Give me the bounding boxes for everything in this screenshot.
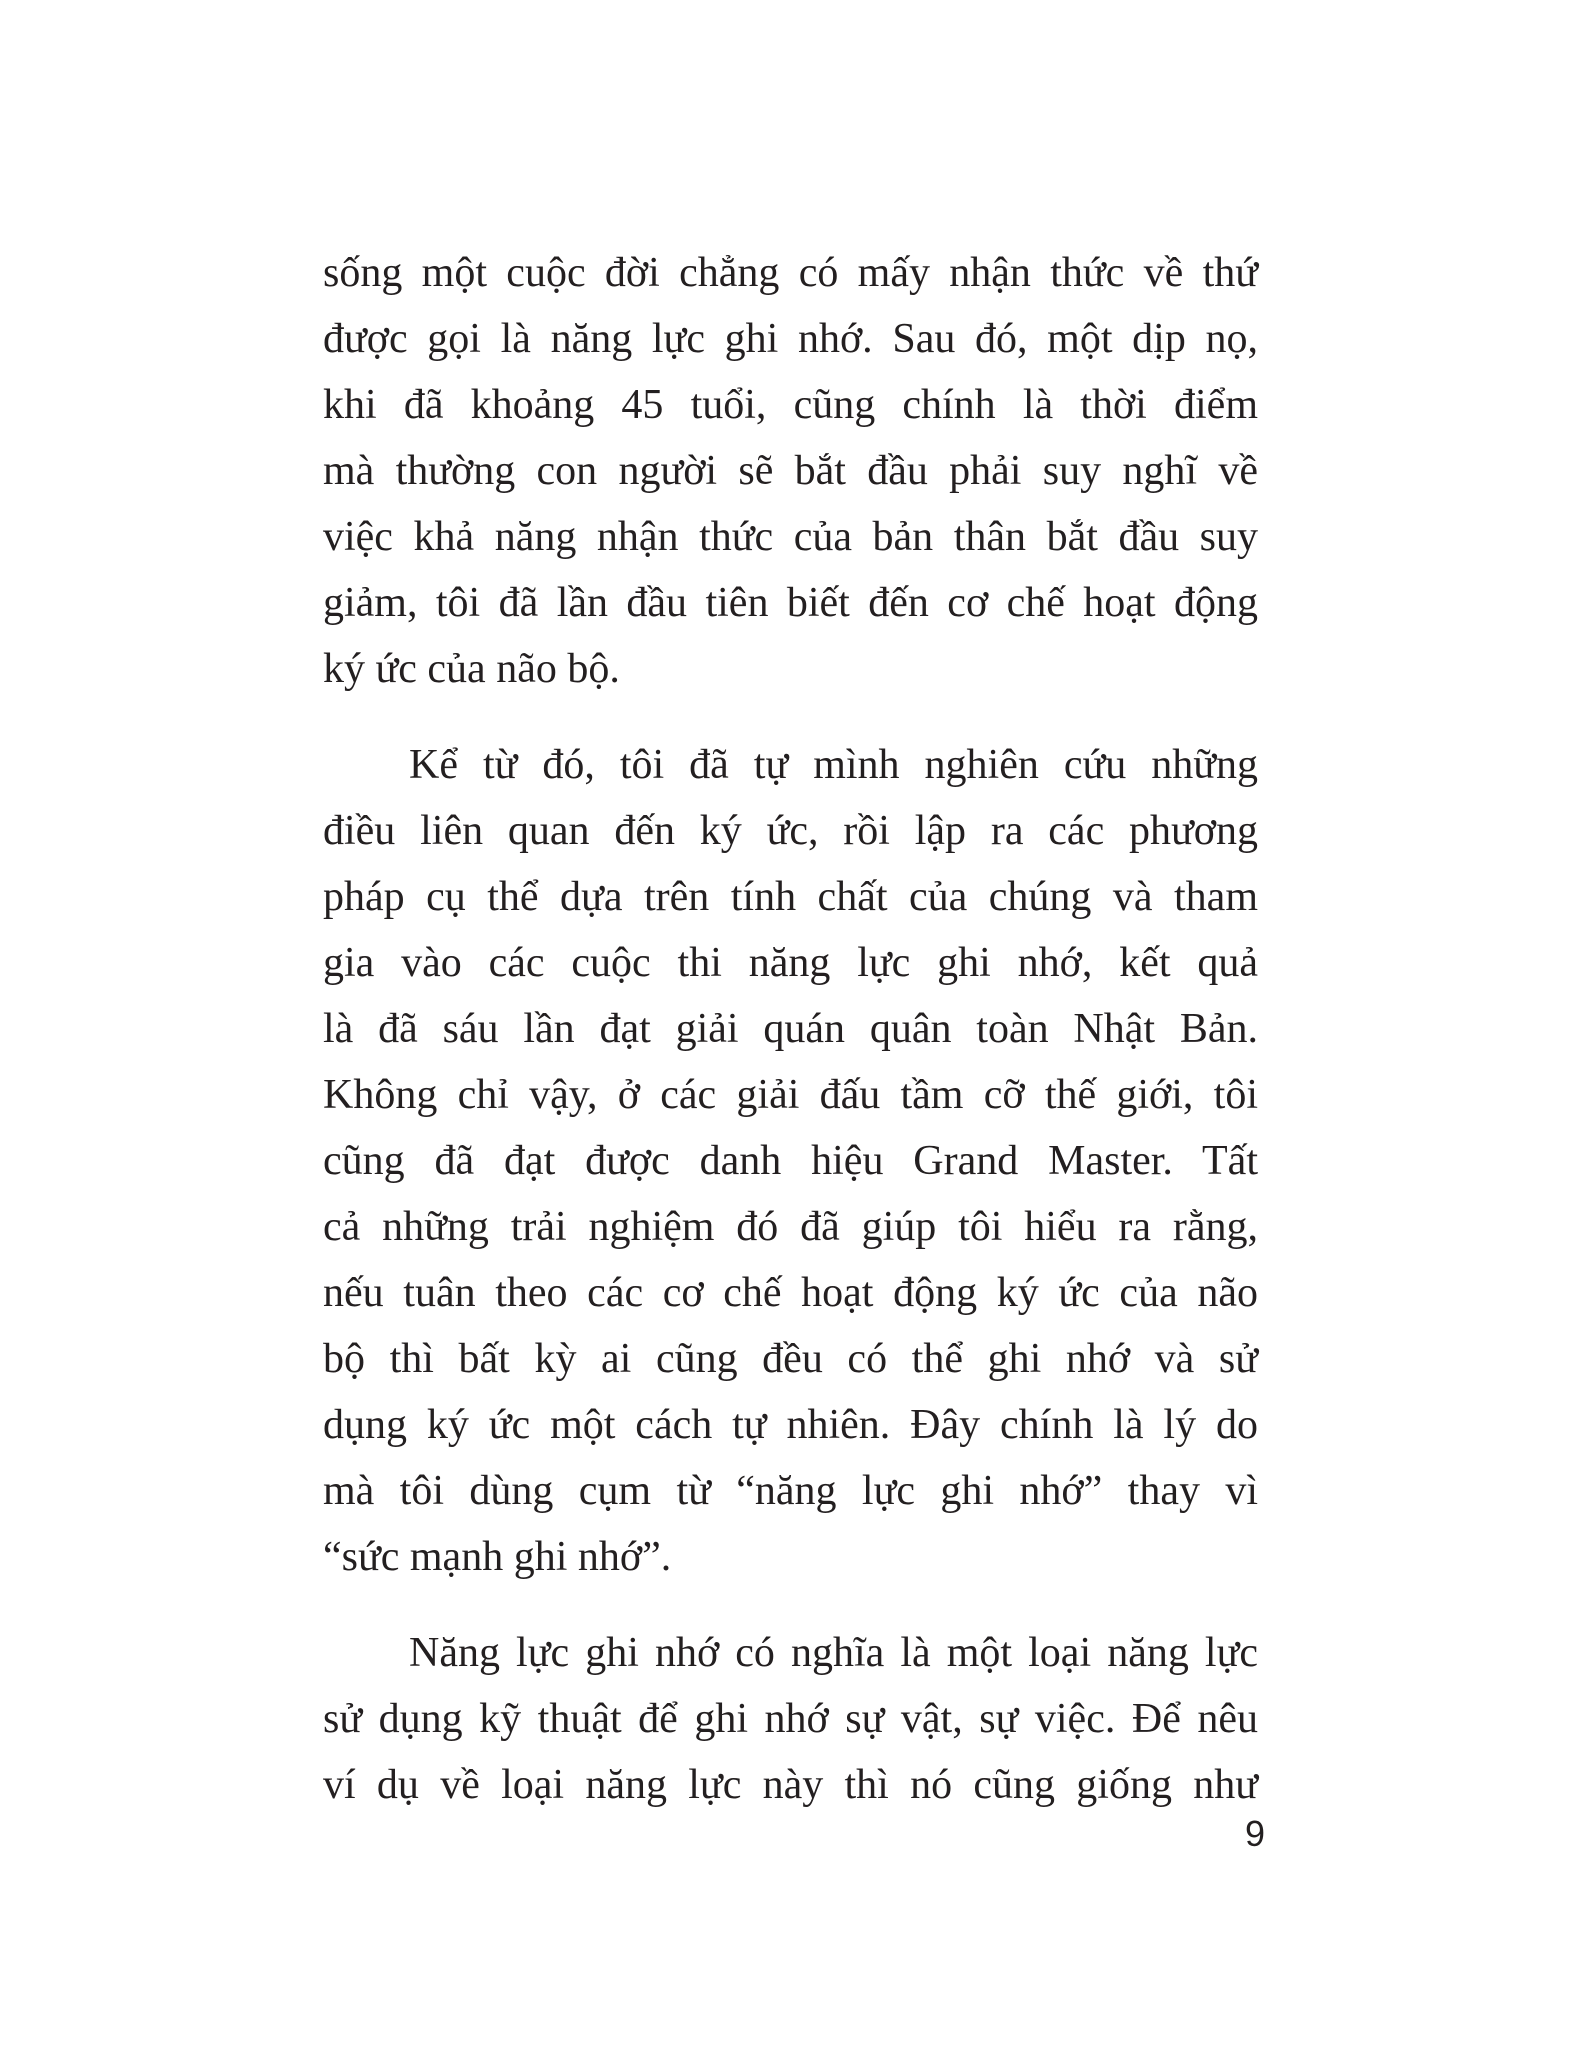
page-number: 9 xyxy=(1244,1813,1265,1854)
text-line: cũng đã đạt được danh hiệu Grand Master. Tất xyxy=(323,1138,1258,1184)
text-line: được gọi là năng lực ghi nhớ. Sau đó, một dịp nọ, xyxy=(323,316,1258,362)
text-line: điều liên quan đến ký ức, rồi lập ra các phương xyxy=(323,808,1258,854)
paragraph xyxy=(323,732,1258,1590)
text-line: ví dụ về loại năng lực này thì nó cũng giống như xyxy=(323,1762,1258,1808)
text-line: dụng ký ức một cách tự nhiên. Đây chính là lý do xyxy=(323,1402,1258,1448)
text-line: pháp cụ thể dựa trên tính chất của chúng và tham xyxy=(323,874,1258,920)
paragraph-gap xyxy=(323,1590,1258,1620)
paragraph xyxy=(323,1620,1258,1818)
text-line: sử dụng kỹ thuật để ghi nhớ sự vật, sự việc. Để nêu xyxy=(323,1696,1258,1742)
text-line: “sức mạnh ghi nhớ”. xyxy=(323,1534,672,1580)
text-line: Năng lực ghi nhớ có nghĩa là một loại năng lực xyxy=(409,1630,1258,1676)
body-text xyxy=(323,240,1258,1818)
text-line: bộ thì bất kỳ ai cũng đều có thể ghi nhớ và sử xyxy=(323,1336,1258,1382)
text-line: Kể từ đó, tôi đã tự mình nghiên cứu những xyxy=(409,742,1258,788)
text-line: cả những trải nghiệm đó đã giúp tôi hiểu ra rằng, xyxy=(323,1204,1258,1250)
text-line: sống một cuộc đời chẳng có mấy nhận thức về thứ xyxy=(323,250,1258,296)
text-line: mà thường con người sẽ bắt đầu phải suy nghĩ về xyxy=(323,448,1258,494)
paragraph-gap xyxy=(323,702,1258,732)
text-line: việc khả năng nhận thức của bản thân bắt đầu suy xyxy=(323,514,1258,560)
text-line: gia vào các cuộc thi năng lực ghi nhớ, kết quả xyxy=(323,940,1258,986)
text-line: Không chỉ vậy, ở các giải đấu tầm cỡ thế giới, tôi xyxy=(323,1072,1258,1118)
text-line: mà tôi dùng cụm từ “năng lực ghi nhớ” thay vì xyxy=(323,1468,1258,1514)
paragraph xyxy=(323,240,1258,702)
text-line: khi đã khoảng 45 tuổi, cũng chính là thời điểm xyxy=(323,382,1258,428)
text-line: nếu tuân theo các cơ chế hoạt động ký ức của não xyxy=(323,1270,1258,1316)
text-line: giảm, tôi đã lần đầu tiên biết đến cơ chế hoạt động xyxy=(323,580,1258,626)
text-line: là đã sáu lần đạt giải quán quân toàn Nhật Bản. xyxy=(323,1006,1258,1052)
text-line: ký ức của não bộ. xyxy=(323,646,620,692)
